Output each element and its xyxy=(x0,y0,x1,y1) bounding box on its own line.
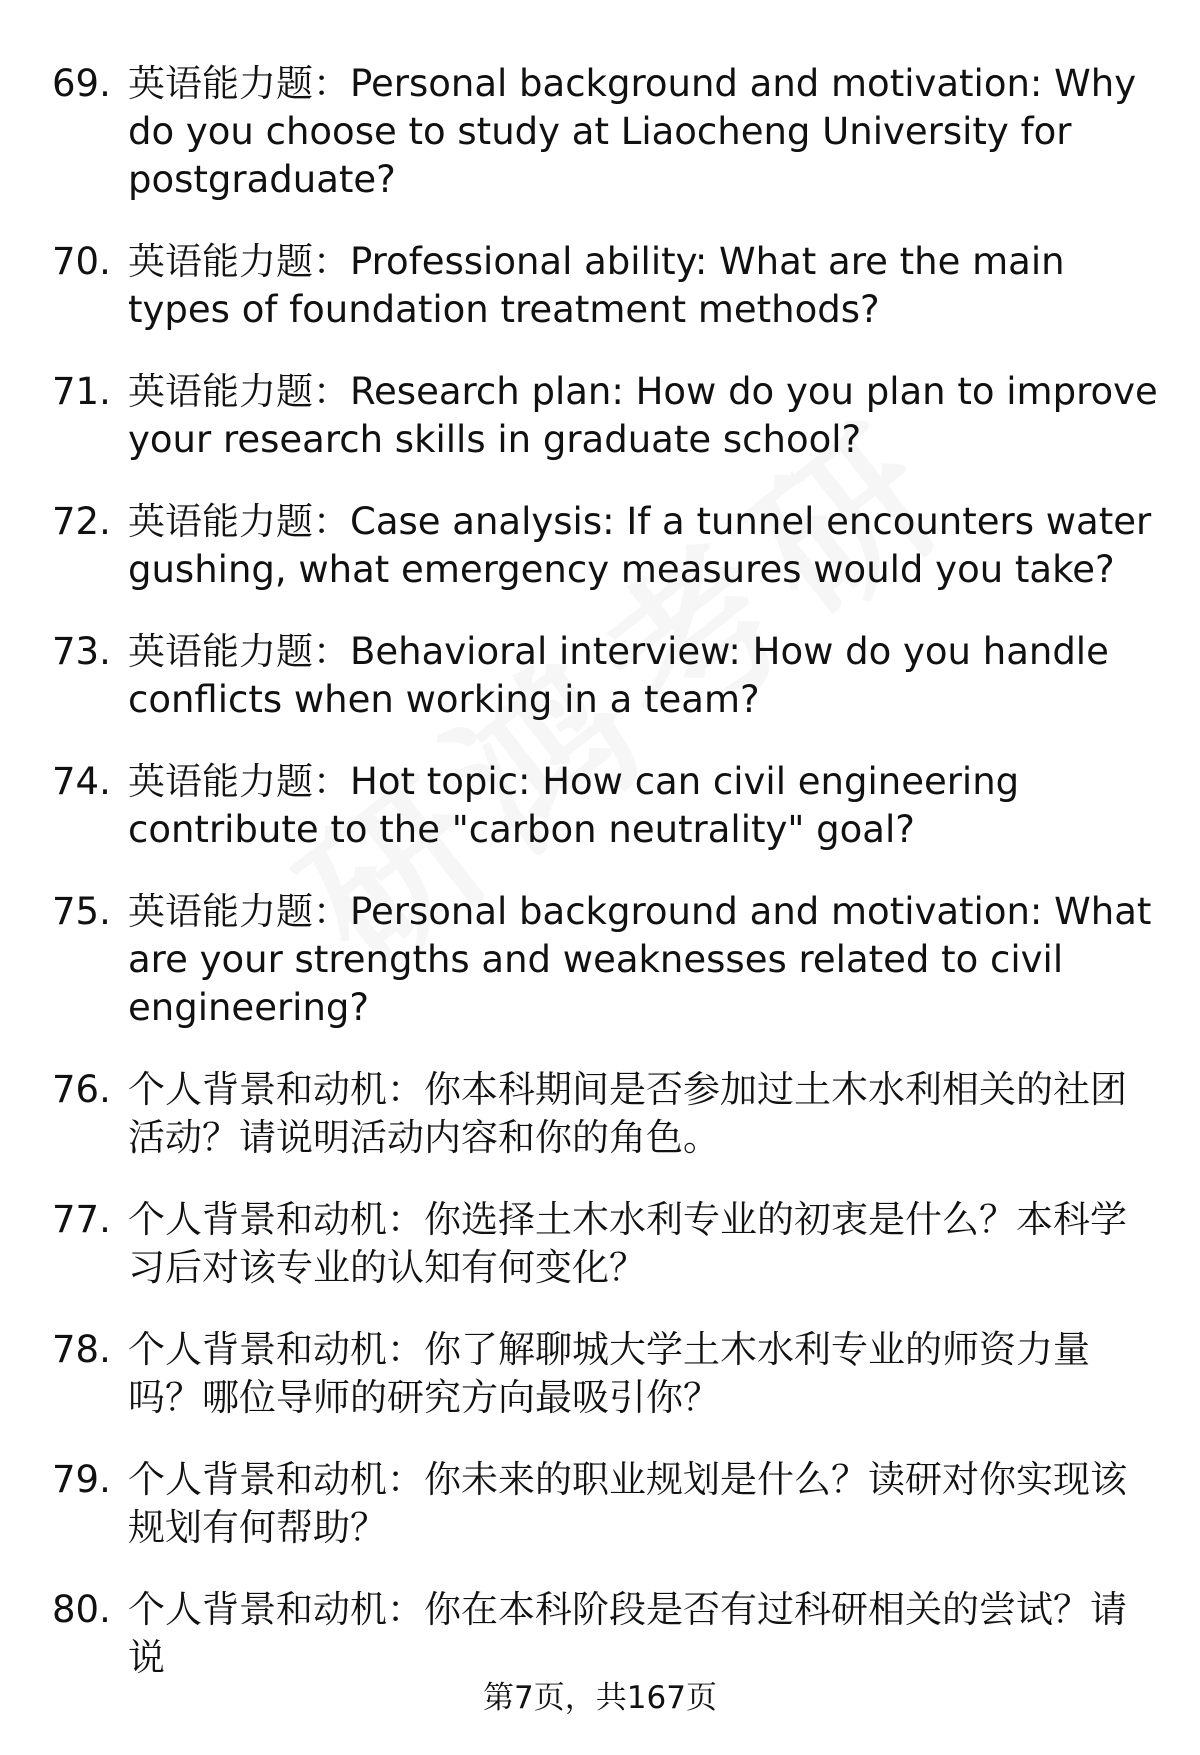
list-item xyxy=(0,628,1200,724)
list-item xyxy=(0,60,1200,204)
question-number: 73. xyxy=(52,630,111,673)
page-footer: 第7页，共167页 xyxy=(483,1680,717,1716)
list-item xyxy=(0,498,1200,594)
question-text: 个人背景和动机：你在本科阶段是否有过科研相关的尝试？请说 xyxy=(128,1588,1127,1679)
list-item xyxy=(0,1196,1200,1292)
question-text: 个人背景和动机：你了解聊城大学土木水利专业的师资力量吗？哪位导师的研究方向最吸引你？ xyxy=(128,1328,1090,1419)
question-number: 79. xyxy=(52,1458,111,1501)
question-number: 77. xyxy=(52,1198,111,1241)
question-number: 76. xyxy=(52,1068,111,1111)
question-number: 69. xyxy=(52,62,111,105)
question-number: 80. xyxy=(52,1588,111,1631)
list-item xyxy=(0,1326,1200,1422)
question-text: 个人背景和动机：你未来的职业规划是什么？读研对你实现该规划有何帮助？ xyxy=(128,1458,1127,1549)
question-text: 个人背景和动机：你本科期间是否参加过土木水利相关的社团活动？请说明活动内容和你的角色。 xyxy=(128,1068,1127,1159)
question-text: 英语能力题：Personal background and motivation: What are your strengths and weaknesses related to civil engineering? xyxy=(128,890,1152,1029)
list-item xyxy=(0,1066,1200,1162)
list-item xyxy=(0,1456,1200,1552)
question-number: 71. xyxy=(52,370,111,413)
question-text: 个人背景和动机：你选择土木水利专业的初衷是什么？本科学习后对该专业的认知有何变化？ xyxy=(128,1198,1127,1289)
question-number: 74. xyxy=(52,760,111,803)
question-number: 70. xyxy=(52,240,111,283)
question-text: 英语能力题：Behavioral interview: How do you handle conflicts when working in a team? xyxy=(128,630,1109,721)
question-text: 英语能力题：Personal background and motivation: Why do you choose to study at Liaocheng University for postgraduate? xyxy=(128,62,1137,201)
list-item xyxy=(0,238,1200,334)
question-text: 英语能力题：Case analysis: If a tunnel encounters water gushing, what emergency measures would you take? xyxy=(128,500,1152,591)
question-text: 英语能力题：Research plan: How do you plan to improve your research skills in graduate school? xyxy=(128,370,1158,461)
question-text: 英语能力题：Hot topic: How can civil engineering contribute to the "carbon neutrality" goal? xyxy=(128,760,1020,851)
question-number: 72. xyxy=(52,500,111,543)
question-text: 英语能力题：Professional ability: What are the main types of foundation treatment methods? xyxy=(128,240,1065,331)
question-list xyxy=(0,60,1200,1716)
list-item xyxy=(0,888,1200,1032)
question-number: 78. xyxy=(52,1328,111,1371)
list-item xyxy=(0,368,1200,464)
question-number: 75. xyxy=(52,890,111,933)
list-item xyxy=(0,758,1200,854)
list-item xyxy=(0,1586,1200,1682)
